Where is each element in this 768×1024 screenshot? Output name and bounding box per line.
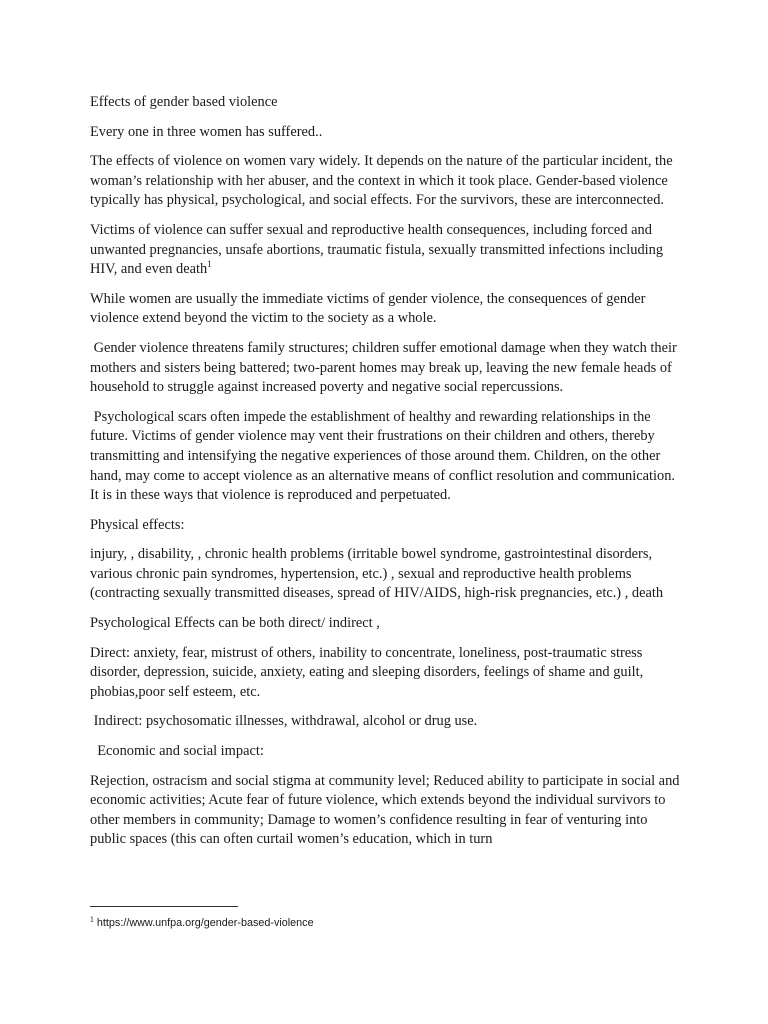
footnote [90,916,314,930]
heading-psychological-effects: Psychological Effects can be both direct/ indirect , [90,615,380,632]
paragraph-economic-social: Rejection, ostracism and social stigma at community level; Reduced ability to participate in social and economic activities; Acute fear of future violence, which extends beyond the individual survivors to other members in community; Damage to women’s confidence resulting in fear of venturing into public spaces (this can often curtail women’s education, which in turn [90,772,680,848]
document-body [90,93,682,860]
paragraph-direct-effects: Direct: anxiety, fear, mistrust of others, inability to concentrate, loneliness, post-traumatic stress disorder, depression, suicide, anxiety, eating and sleeping disorders, feelings of shame and guilt, phobias,poor self esteem, etc. [90,644,644,700]
heading-physical-effects: Physical effects: [90,516,185,533]
paragraph-physical-list: injury, , disability, , chronic health problems (irritable bowel syndrome, gastrointestinal disorders, various chronic pain syndromes, hypertension, etc.) , sexual and reproductive health problems (contracting sexually transmitted diseases, spread of HIV/AIDS, high-risk pregnancies, etc.) , death [90,546,664,602]
footnote-separator [90,906,238,907]
paragraph-statistic: Every one in three women has suffered.. [90,123,323,140]
footnote-marker: 1 [90,916,94,924]
paragraph-family-structures: Gender violence threatens family structures; children suffer emotional damage when they watch their mothers and sisters being battered; two-parent homes may break up, leaving the new female heads of household to struggle against increased poverty and negative social repercussions. [90,339,681,396]
document-title: Effects of gender based violence [90,94,278,110]
footnote-link[interactable]: https://www.unfpa.org/gender-based-violence [96,917,314,929]
heading-economic-social: Economic and social impact: [90,743,264,760]
paragraph-psychological-scars: Psychological scars often impede the establishment of healthy and rewarding relationships in the future. Victims of gender violence may vent their frustrations on their children and others, thereby transmitting and intensifying the negative experiences of those around them. Children, on the other hand, may come to accept violence as an alternative means of conflict resolution and communication. It is in these ways that violence is reproduced and perpetuated. [90,408,679,504]
footnote-reference[interactable]: 1 [207,259,212,270]
paragraph-effects-vary: The effects of violence on women vary widely. It depends on the nature of the particular incident, the woman’s relationship with her abuser, and the context in which it took place. Gender-based violence typically has physical, psychological, and social effects. For the survivors, these are interconnected. [90,153,673,209]
paragraph-health-consequences-text: Victims of violence can suffer sexual and reproductive health consequences, including forced and unwanted pregnancies, unsafe abortions, traumatic fistula, sexually transmitted infections including HIV, and even death [90,221,664,278]
paragraph-indirect-effects: Indirect: psychosomatic illnesses, withdrawal, alcohol or drug use. [90,713,478,730]
paragraph-society: While women are usually the immediate victims of gender violence, the consequences of gender violence extend beyond the victim to the society as a whole. [90,290,646,327]
paragraph-health-consequences [90,221,682,280]
